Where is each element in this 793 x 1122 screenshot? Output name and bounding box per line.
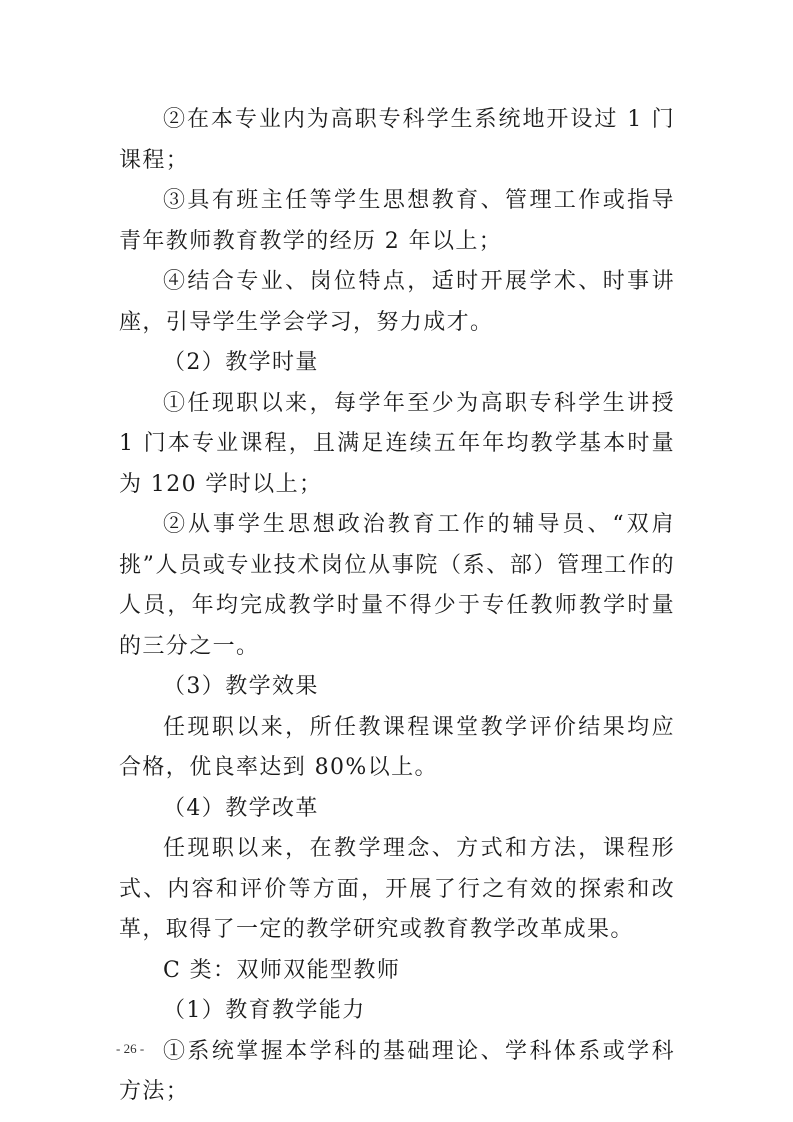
paragraph-teaching-hours-1: ①任现职以来，每学年至少为高职专科学生讲授 1 门本专业课程，且满足连续五年年均教学基本时量为 120 学时以上； bbox=[119, 390, 675, 497]
section-heading-teaching-ability: （1）教育教学能力 bbox=[163, 998, 366, 1023]
section-heading-teaching-reform: （4）教学改革 bbox=[163, 795, 319, 821]
section-heading-teaching-effect: （3）教学效果 bbox=[163, 674, 319, 699]
paragraph-counselor-experience: ③具有班主任等学生思想教育、管理工作或指导青年教师教育教学的经历 2 年以上； bbox=[119, 188, 675, 254]
section-heading-category-c: C 类：双师双能型教师 bbox=[163, 957, 401, 983]
page-number: - 26 - bbox=[116, 1041, 145, 1056]
paragraph-teaching-hours-2: ②从事学生思想政治教育工作的辅导员、“双肩挑”人员或专业技术岗位从事院（系、部）管理工作的人员，年均完成教学时量不得少于专任教师教学时量的三分之一。 bbox=[119, 512, 675, 659]
paragraph-teaching-effect: 任现职以来，所任教课程课堂教学评价结果均应合格，优良率达到 80%以上。 bbox=[119, 714, 675, 780]
paragraph-course-offering: ②在本专业内为高职专科学生系统地开设过 1 门课程； bbox=[119, 107, 675, 173]
paragraph-teaching-reform: 任现职以来，在教学理念、方式和方法，课程形式、内容和评价等方面，开展了行之有效的探索和改革，取得了一定的教学研究或教育教学改革成果。 bbox=[119, 836, 675, 942]
paragraph-teaching-ability-1: ①系统掌握本学科的基础理论、学科体系或学科方法； bbox=[119, 1038, 675, 1104]
paragraph-lectures: ④结合专业、岗位特点，适时开展学术、时事讲座，引导学生学会学习，努力成才。 bbox=[119, 269, 675, 335]
section-heading-teaching-hours: （2）教学时量 bbox=[163, 350, 319, 375]
body-text bbox=[119, 100, 675, 1113]
